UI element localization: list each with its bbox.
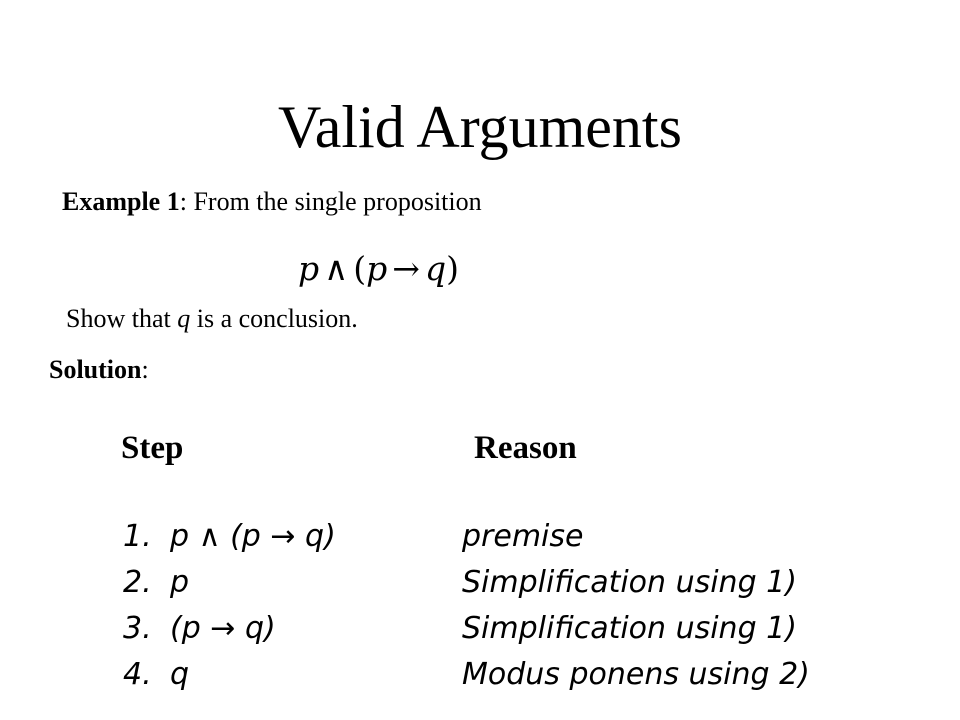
example-line (62, 185, 482, 219)
show-suffix: is a conclusion. (190, 304, 358, 333)
premise-formula (298, 247, 459, 291)
step-reason: Simplification using 1) (462, 565, 797, 600)
show-prefix: Show that (66, 304, 178, 333)
proof-row (0, 560, 850, 606)
proof-table (0, 514, 850, 714)
formula-and: ∧ (324, 249, 349, 288)
proof-row (0, 606, 850, 652)
formula-implies: → (392, 249, 420, 288)
step-number: 1. (123, 519, 152, 554)
solution-colon: : (141, 355, 149, 384)
formula-p2: p (366, 249, 388, 288)
proof-row (0, 514, 850, 560)
step-reason: Modus ponens using 2) (462, 657, 810, 692)
show-variable: q (177, 304, 191, 333)
step-expression: (p → q) (170, 611, 276, 646)
step-number: 3. (123, 611, 152, 646)
formula-p1: p (298, 249, 320, 288)
show-line (66, 302, 358, 336)
formula-q: q (424, 249, 447, 288)
formula-lparen: ( (353, 249, 367, 288)
solution-label: Solution (49, 355, 142, 384)
formula-rparen: ) (446, 249, 459, 288)
step-expression: q (170, 657, 190, 692)
step-expression: p (170, 565, 190, 600)
step-expression: p ∧ (p → q) (170, 519, 336, 554)
example-label: Example 1 (62, 187, 180, 216)
example-text: : From the single proposition (179, 187, 482, 216)
proof-row (0, 652, 850, 698)
step-number: 2. (123, 565, 152, 600)
solution-heading (49, 353, 149, 387)
step-reason: premise (462, 519, 584, 554)
step-reason: Simplification using 1) (462, 611, 797, 646)
reason-column-header: Reason (474, 430, 577, 466)
step-number: 4. (123, 657, 152, 692)
step-column-header: Step (121, 430, 184, 466)
slide-title: Valid Arguments (278, 94, 682, 160)
